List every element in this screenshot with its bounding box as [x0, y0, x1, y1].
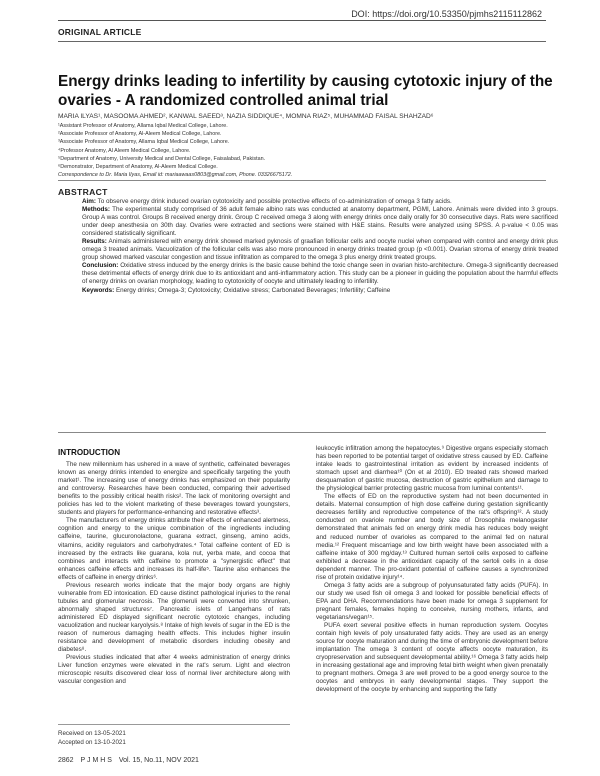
correspondence: Correspondence to Dr. Maria Ilyas, Email id: mariaawaas0803@gmail.com, Phone. 03326675172.: [58, 172, 293, 179]
methods-label: Methods:: [82, 206, 110, 214]
aim-label: Aim:: [82, 198, 96, 205]
abstract-aim: [82, 198, 558, 206]
dates-rule: [58, 724, 290, 725]
abstract-top-rule: [58, 180, 546, 181]
introduction-heading: INTRODUCTION: [58, 448, 121, 457]
affiliation-1: ¹Assistant Professor of Anatomy, Allama Iqbal Medical College, Lahore.: [58, 123, 228, 129]
keywords-text: Energy drinks; Omega-3; Cytotoxicity; Oxidative stress; Carbonated Beverages; Infertility; Caffeine: [115, 286, 391, 294]
abstract-bottom-rule: [58, 432, 546, 433]
affiliation-2: ²Associate Professor of Anatomy, Al-Aleem Medical College, Lahore.: [58, 131, 222, 138]
affiliation-4: ⁴Professor Anatomy, Al Aleem Medical College, Lahore.: [58, 147, 191, 154]
abstract-body: [82, 198, 558, 295]
methods-text: The experimental study comprised of 36 adult female albino rats was conducted at anatomy department, PGMI, Lahore. Animals were divided into 3 groups. Group A was control. Groups B received energy drink. Group C received omega 3 along with energy drinks once daily orally for 30 consecutive days. Rats were sacrificed under deep anesthesia on 30th day. Ovaries were extracted and sections were stained with H&E stains. Results were analyzed using SPSS. A p-value < 0.05 was considered statistically significant.: [82, 206, 559, 238]
page-number: 2862: [58, 757, 74, 764]
conclusion-text: Oxidative stress induced by the energy drinks is the basic cause behind the toxic change seen in ovarian histo-architecture. Omega-3 significantly decreased these detrimental effects of energy drink due to its antioxidant and anti-inflammatory action. This study can be a pioneer in guiding the population about the harmful effects of energy drinks on ovarian morphology, leading to cytotoxicity of oocyte and ultimately leading to infertility.: [82, 262, 558, 286]
conclusion-label: Conclusion:: [82, 262, 119, 270]
intro-paragraph-2: The manufacturers of energy drinks attribute their effects of enhanced alertness, cognition and energy to the unique combination of the ingredients including caffeine, taurine, glucuronolactone, guarana extract, ginseng, amino acids, vitamins, acidity regulators and carbohydrates.⁴ Total caffeine content of ED is increased by the extracts like guarana, kola nut, yerba mate, and cocoa that combines and interacts with caffeine to promote a "synergistic effect" that enhances caffeine effects and increases its half-life⁵. Taurine also enhances the effects of caffeine in energy drinks⁶.: [58, 517, 290, 581]
keywords-label: Keywords:: [82, 286, 115, 294]
header-rule: [58, 20, 546, 21]
journal-issue: Vol. 15, No.11, NOV 2021: [118, 757, 199, 764]
intro-paragraph-8: PUFA exert several positive effects in human reproduction system. Oocytes contain high levels of poly unsaturated fatty acids. They are used as an energy source for oocyte maturation and during the time of embryonic development before implantation The omega 3 content of oocyte affects oocyte maturation, its cryopreservation and subsequent developmental ability.¹⁶ Omega 3 fatty acids help in increasing gestational age and improving fetal birth weight when given prenatally to pregnant mothers. Omega 3 are well proved to be a good energy source to the oocytes and embryos in early developmental stages. They support the development of the oocyte by enhancing and supporting the fatty: [316, 622, 548, 694]
abstract-keywords: [82, 287, 558, 295]
affiliations: [58, 122, 548, 179]
affiliation-6: ⁶Demonstrator, Department of Anatomy, Al-Aleem Medical College.: [58, 164, 218, 171]
affiliation-5: ⁵Department of Anatomy, University Medical and Dental College, Faisalabad, Pakistan.: [58, 155, 266, 162]
journal-name: P J M H S: [80, 757, 112, 764]
accepted-date: Accepted on 13-10-2021: [58, 738, 126, 746]
right-column: [316, 445, 548, 694]
page-footer: [58, 757, 204, 764]
intro-paragraph-4: Previous studies indicated that after 4 weeks administration of energy drinks Liver function enzymes were elevated in the rat's serum. Light and electron microscopic results discovered clear loss of normal liver architecture along with vascular congestion and: [58, 654, 290, 686]
intro-paragraph-5: leukocytic infiltration among the hepatocytes.⁹ Digestive organs especially stomach has been reported to be potential target of oxidative stress caused by ED. Caffeine intake leads to gastrointestinal irritation as evident by increased incidents of stomach upset and diarrhea¹⁰ (On et al 2010). ED treated rats showed marked desquamation of gastric mucosa, destruction of gastric epithelium and damage to the physiological barrier protecting gastric mucosa from luminal contents¹¹.: [316, 445, 548, 493]
affiliation-3: ³Associate Professor of Anatomy, Allama Iqbal Medical College, Lahore.: [58, 139, 230, 146]
author-list: MARIA ILYAS¹, MASOOMA AHMED², KANWAL SAEED³, NAZIA SIDDIQUE⁴, MOMNA RIAZ⁵, MUHAMMAD FAISAL SHAHZAD⁶: [58, 113, 434, 120]
results-label: Results:: [82, 238, 107, 246]
results-text: Animals administered with energy drink showed marked pyknosis of graafian follicular cells and oocyte nuclei when compared with control and energy drink plus omega 3 treated animals. Vacuolization of the follicular cells was also more pronounced in energy drinks treated group (p <0.001). Ovarian stroma of energy drink treated group showed marked vascular congestion and tissue infiltration as compared to the omega 3 plus energy drink treated groups.: [82, 238, 559, 262]
article-dates: [58, 730, 290, 747]
abstract-methods: [82, 206, 558, 238]
abstract-results: [82, 238, 558, 262]
intro-paragraph-6: The effects of ED on the reproductive system had not been documented in details. Maternal consumption of high dose caffeine during gestation significantly decreases fertility and reproductive competence of the rat's offspring¹². A study conducted on ovariole number and body size of Drosophila melanogaster demonstrated that animals fed on energy drink media has reduces body weight and reduced number of ovarioles as compared to the animal fed on natural media.¹² Frequent miscarriage and low birth weight have been associated with a caffeine intake of 300 mg/day.¹³ Cultured human sertoli cells exposed to caffeine exhibited a decrease in the antioxidant capacity of the sertoli cells in a dose dependent manner. The pro-oxidant potential of caffeine causes a synchronized rise of protein oxidative injury¹⁴.: [316, 493, 548, 581]
intro-paragraph-3: Previous research works indicate that the major body organs are highly vulnerable from ED intoxication. ED cause distinct pathological injuries to the renal tubules and glomerular necrosis. The glomeruli were converted into shrunken, abnormally shaped structures⁷. Pancreatic islets of Langerhans of rats administered ED displayed significant necrotic cytotoxic changes, including vacuolization and nuclear karyolysis.⁸ Intake of high levels of sugar in the ED is the reason of numerous damaging health effects. This includes higher insulin resistance and development of metabolic disorders including obesity and diabetes⁸.: [58, 581, 290, 654]
intro-paragraph-1: The new millennium has ushered in a wave of synthetic, caffeinated beverages known as energy drinks intended to energize and specifically targeting the youth market¹. The increasing use of energy drinks has emphasized on their popularity and controversy. Researches have been conducted, comparing their advertised benefits to the possibly critical health risks². The lack of monitoring oversight and policies has led to the violent marketing of these beverages toward youngsters, students and players for performance-enhancing and restorative effects³.: [58, 461, 290, 517]
intro-paragraph-7: Omega 3 fatty acids are a subgroup of polyunsaturated fatty acids (PUFA). In our study we used fish oil omega 3 and looked for possible beneficial effects of EPA and DHA. Recommendations have been made for omega 3 supplement for pregnant females, females hoping to conceive, nursing mothers, infants, and vegetarians/vegan¹⁵.: [316, 581, 548, 621]
received-date: Received on 13-05-2021: [58, 730, 126, 737]
left-column: [58, 449, 290, 686]
abstract-conclusion: [82, 262, 558, 286]
header-rule-2: [58, 41, 546, 42]
abstract-heading: ABSTRACT: [58, 187, 108, 197]
article-title: Energy drinks leading to infertility by causing cytotoxic injury of the ovaries - A randomized controlled animal trial: [58, 73, 553, 109]
aim-text: To observe energy drink induced ovarian cytotoxicity and possible protective effects of co-administration of omega 3 fatty acids.: [97, 198, 452, 205]
doi-link[interactable]: DOI: https://doi.org/10.53350/pjmhs2115112862: [351, 9, 542, 19]
article-type: ORIGINAL ARTICLE: [58, 27, 142, 37]
